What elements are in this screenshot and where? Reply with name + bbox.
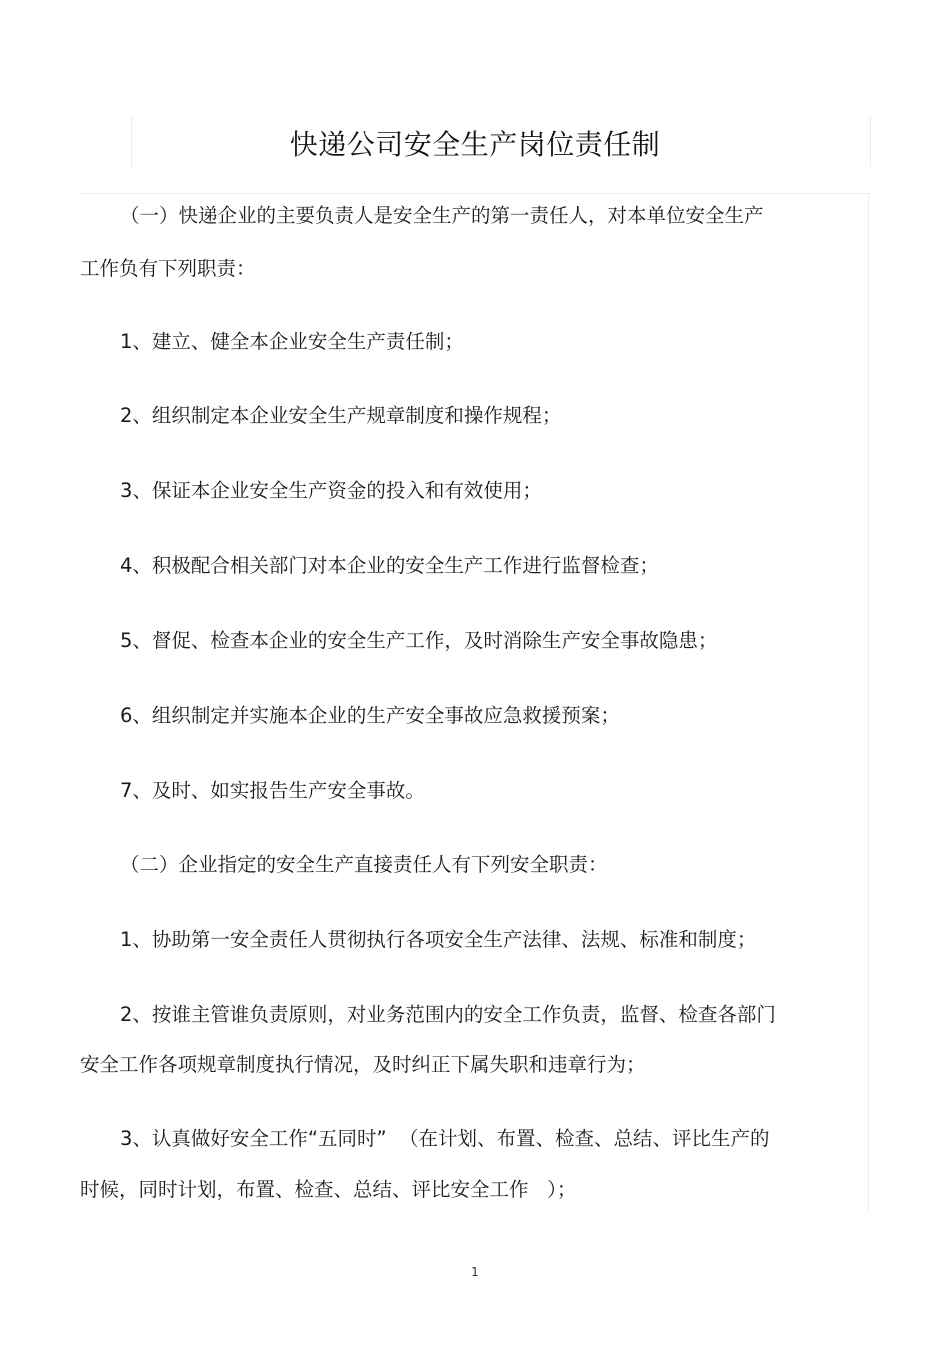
paragraph-line: 工作负有下列职责：: [80, 257, 256, 280]
list-item: 2、按谁主管谁负责原则，对业务范围内的安全工作负责，监督、检查各部门: [120, 1003, 776, 1026]
list-item-continuation: 时候，同时计划，布置、检查、总结、评比安全工作 ）；: [80, 1178, 577, 1201]
list-item: 6、组织制定并实施本企业的生产安全事故应急救援预案；: [120, 704, 620, 727]
divider-right: [868, 193, 869, 1213]
paragraph-line: （一）快递企业的主要负责人是安全生产的第一责任人，对本单位安全生产: [120, 204, 764, 227]
list-item: 7、及时、如实报告生产安全事故。: [120, 779, 425, 802]
list-item: 3、认真做好安全工作“五同时” （在计划、布置、检查、总结、评比生产的: [120, 1127, 770, 1150]
list-item: 2、组织制定本企业安全生产规章制度和操作规程；: [120, 404, 562, 427]
section-heading: （二）企业指定的安全生产直接责任人有下列安全职责：: [120, 853, 608, 876]
list-item: 4、积极配合相关部门对本企业的安全生产工作进行监督检查；: [120, 554, 659, 577]
list-item: 1、建立、健全本企业安全生产责任制；: [120, 330, 464, 353]
list-item: 5、督促、检查本企业的安全生产工作，及时消除生产安全事故隐患；: [120, 629, 718, 652]
page-number: 1: [471, 1265, 479, 1279]
list-item-continuation: 安全工作各项规章制度执行情况，及时纠正下属失职和违章行为；: [80, 1053, 646, 1076]
document-title: 快递公司安全生产岗位责任制: [289, 128, 661, 161]
list-item: 3、保证本企业安全生产资金的投入和有效使用；: [120, 479, 542, 502]
list-item: 1、协助第一安全责任人贯彻执行各项安全生产法律、法规、标准和制度；: [120, 928, 757, 951]
divider-top: [80, 193, 870, 194]
